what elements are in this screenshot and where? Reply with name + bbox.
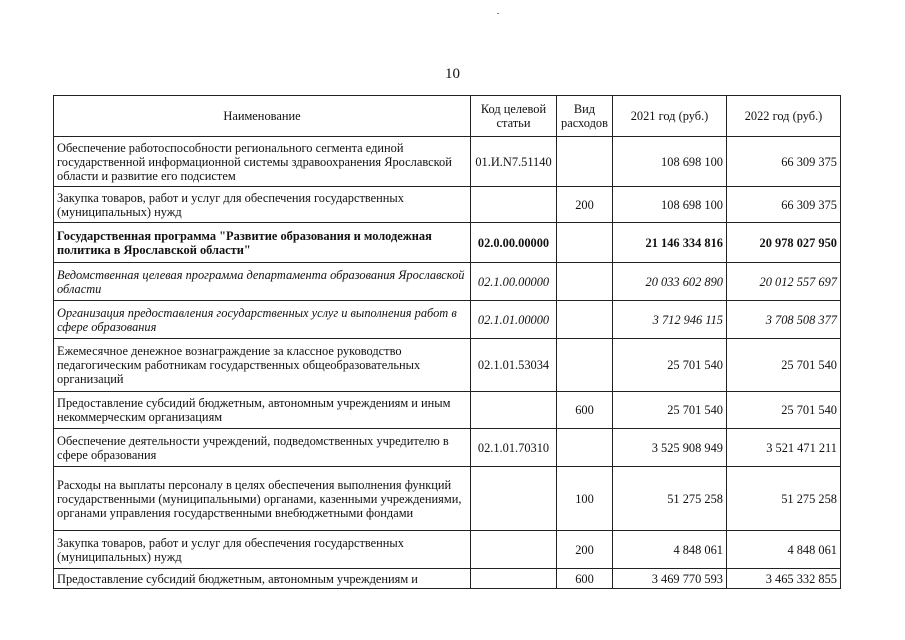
row-code — [471, 392, 557, 429]
row-code: 02.1.01.53034 — [471, 339, 557, 392]
row-code: 02.1.01.70310 — [471, 429, 557, 467]
row-2021: 3 712 946 115 — [613, 301, 727, 339]
row-code: 01.И.N7.51140 — [471, 137, 557, 187]
row-code: 02.0.00.00000 — [471, 223, 557, 263]
row-vid — [557, 223, 613, 263]
row-2021: 108 698 100 — [613, 187, 727, 223]
row-2022: 20 978 027 950 — [727, 223, 841, 263]
row-vid — [557, 429, 613, 467]
row-2021: 21 146 334 816 — [613, 223, 727, 263]
table-row — [54, 339, 841, 392]
row-vid — [557, 301, 613, 339]
table-row — [54, 223, 841, 263]
row-2022: 51 275 258 — [727, 467, 841, 531]
row-2021: 3 525 908 949 — [613, 429, 727, 467]
table-row — [54, 467, 841, 531]
row-2021: 25 701 540 — [613, 339, 727, 392]
header-code: Код целевой статьи — [471, 96, 557, 137]
row-2022: 20 012 557 697 — [727, 263, 841, 301]
table-row — [54, 137, 841, 187]
row-vid: 600 — [557, 569, 613, 589]
row-2022: 66 309 375 — [727, 137, 841, 187]
row-2021: 20 033 602 890 — [613, 263, 727, 301]
row-2022: 3 521 471 211 — [727, 429, 841, 467]
row-code: 02.1.00.00000 — [471, 263, 557, 301]
table-row — [54, 301, 841, 339]
row-name: Предоставление субсидий бюджетным, автономным учреждениям и иным некоммерческим организациям — [54, 392, 471, 429]
row-name: Закупка товаров, работ и услуг для обеспечения государственных (муниципальных) нужд — [54, 531, 471, 569]
row-vid — [557, 263, 613, 301]
row-code — [471, 569, 557, 589]
table-row — [54, 429, 841, 467]
row-name: Государственная программа "Развитие образования и молодежная политика в Ярославской области" — [54, 223, 471, 263]
row-name: Обеспечение работоспособности регионального сегмента единой государственной информационной системы здравоохранения Ярославской области и развитие его подсистем — [54, 137, 471, 187]
table-row — [54, 531, 841, 569]
row-name: Ежемесячное денежное вознаграждение за классное руководство педагогическим работникам государственных общеобразовательных организаций — [54, 339, 471, 392]
row-name: Обеспечение деятельности учреждений, подведомственных учредителю в сфере образования — [54, 429, 471, 467]
row-vid: 200 — [557, 187, 613, 223]
row-code: 02.1.01.00000 — [471, 301, 557, 339]
row-vid: 200 — [557, 531, 613, 569]
row-2022: 4 848 061 — [727, 531, 841, 569]
table-row — [54, 187, 841, 223]
row-vid: 600 — [557, 392, 613, 429]
row-2021: 3 469 770 593 — [613, 569, 727, 589]
header-name: Наименование — [54, 96, 471, 137]
row-2022: 25 701 540 — [727, 339, 841, 392]
row-name: Организация предоставления государственных услуг и выполнения работ в сфере образования — [54, 301, 471, 339]
row-name: Расходы на выплаты персоналу в целях обеспечения выполнения функций государственными (муниципальными) органами, казенными учреждениями, органами управления государственными внебюджетными фондами — [54, 467, 471, 531]
header-2022: 2022 год (руб.) — [727, 96, 841, 137]
row-2021: 51 275 258 — [613, 467, 727, 531]
row-2022: 3 708 508 377 — [727, 301, 841, 339]
row-name: Предоставление субсидий бюджетным, автономным учреждениям и — [54, 569, 471, 589]
page-number: 10 — [445, 66, 460, 82]
header-row — [54, 96, 841, 137]
row-name: Ведомственная целевая программа департамента образования Ярославской области — [54, 263, 471, 301]
table-row — [54, 392, 841, 429]
row-vid — [557, 137, 613, 187]
row-code — [471, 531, 557, 569]
row-2021: 25 701 540 — [613, 392, 727, 429]
row-code — [471, 467, 557, 531]
budget-table — [53, 95, 841, 589]
row-code — [471, 187, 557, 223]
header-vid: Вид расходов — [557, 96, 613, 137]
row-vid — [557, 339, 613, 392]
row-2022: 66 309 375 — [727, 187, 841, 223]
row-2021: 4 848 061 — [613, 531, 727, 569]
row-2022: 3 465 332 855 — [727, 569, 841, 589]
table-row — [54, 263, 841, 301]
table-row — [54, 569, 841, 589]
scan-dot — [497, 13, 499, 14]
row-name: Закупка товаров, работ и услуг для обеспечения государственных (муниципальных) нужд — [54, 187, 471, 223]
header-2021: 2021 год (руб.) — [613, 96, 727, 137]
row-2021: 108 698 100 — [613, 137, 727, 187]
row-2022: 25 701 540 — [727, 392, 841, 429]
row-vid: 100 — [557, 467, 613, 531]
